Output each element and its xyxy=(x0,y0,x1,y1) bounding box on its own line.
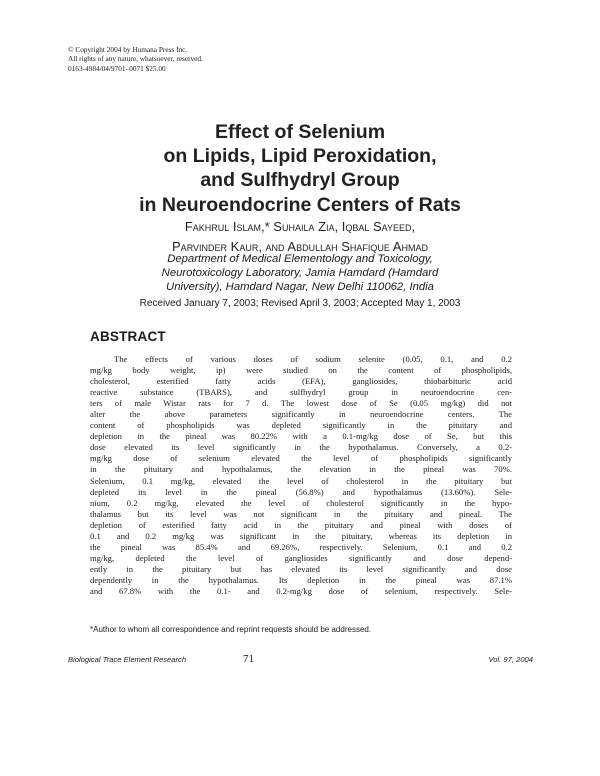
abstract-line: depletion in the pineal was 80.22% with a 0.1-mg/kg dose of Se, but this xyxy=(90,431,512,442)
title-line: in Neuroendocrine Centers of Rats xyxy=(139,193,461,216)
abstract-line: cholesterol, esterified fatty acids (EFA), gangliosides, thiobarbituric acid xyxy=(90,376,512,387)
abstract-line: depletion of esterified fatty acid in the pituitary and pineal with doses of xyxy=(90,519,512,530)
article-title xyxy=(0,120,600,217)
abstract-line: content of phospholipids was depleted significantly in the pituitary and xyxy=(90,420,512,431)
affiliation xyxy=(0,252,600,295)
copyright-line: All rights of any nature, whatsoever, reserved. xyxy=(68,54,203,64)
abstract-line: the pineal was 85.4% and 69.26%, respectively. Selenium, 0.1 and 0.2 xyxy=(90,541,512,552)
abstract-line: thalamus but its level was not significant in the pituitary and pineal. The xyxy=(90,508,512,519)
abstract-line: in the pituitary and hypothalamus, the elevation in the pineal was 70%. xyxy=(90,464,512,475)
abstract-line: depleted its level in the pineal (56.8%) and hypothalamus (13.60%). Sele- xyxy=(90,486,512,497)
copyright-line: © Copyright 2004 by Humana Press Inc. xyxy=(68,45,188,54)
title-line: and Sulfhydryl Group xyxy=(200,169,400,192)
abstract-line: and 67.8% with the 0.1- and 0.2-mg/kg dose of selenium, respectively. Sele- xyxy=(90,585,512,596)
abstract-line: mg/kg, depleted the level of gangliosides significantly and dose depend- xyxy=(90,552,512,563)
abstract-line: 0.1 and 0.2 mg/kg was significant in the pituitary, whereas its depletion in xyxy=(90,530,512,541)
abstract-line: dose elevated its level significantly in the hypothalamus. Conversely, a 0.2- xyxy=(90,442,512,453)
abstract-line: ters of male Wistar rats for 7 d. The lowest dose of Se (0.05 mg/kg) did not xyxy=(90,398,512,409)
abstract-line: dependently in the hypothalamus. Its depletion in the pineal was 87.1% xyxy=(90,574,512,585)
abstract-line: nium, 0.2 mg/kg, elevated the level of cholesterol significantly in the hypo- xyxy=(90,497,512,508)
abstract-line: reactive substance (TBARS), and sulfhydryl group in neuroendocrine cen- xyxy=(90,387,512,398)
page-footer xyxy=(68,653,533,667)
author-line: Parvinder Kaur, and Abdullah Shafique Ahmad xyxy=(172,239,428,254)
title-line: Effect of Selenium xyxy=(214,121,386,143)
abstract-line: mg/kg body weight, ip) were studied on the content of phospholipids, xyxy=(90,365,512,376)
abstract-line: mg/kg dose of selenium elevated the level of phospholipids significantly xyxy=(90,453,512,464)
author-list xyxy=(0,217,600,257)
copyright-line: 0163-4984/04/9701–0071 $25.00 xyxy=(68,63,166,73)
author-line: Fakhrul Islam,* Suhaila Zia, Iqbal Sayeed, xyxy=(184,219,416,234)
title-line: on Lipids, Lipid Peroxidation, xyxy=(163,145,437,168)
abstract-line: alter the above parameters significantly in neuroendocrine centers. The xyxy=(90,409,512,420)
abstract-line: The effects of various doses of sodium selenite (0.05, 0.1, and 0.2 xyxy=(114,354,512,364)
affiliation-line: Neurotoxicology Laboratory, Jamia Hamdard (Hamdard xyxy=(161,267,439,280)
affiliation-line: University), Hamdard Nagar, New Delhi 110062, India xyxy=(166,281,434,294)
correspondence-footnote: *Author to whom all correspondence and reprint requests should be addressed. xyxy=(90,625,372,634)
page-number: 71 xyxy=(243,653,254,665)
journal-name: Biological Trace Element Research xyxy=(68,655,187,664)
received-dates: Received January 7, 2003; Revised April 3, 2003; Accepted May 1, 2003 xyxy=(139,298,461,309)
abstract-line: ently in the pituitary but has elevated its level significantly and dose xyxy=(90,563,512,574)
abstract-body xyxy=(90,354,512,597)
affiliation-line: Department of Medical Elementology and Toxicology, xyxy=(167,253,433,265)
abstract-heading: ABSTRACT xyxy=(90,329,166,344)
copyright-block xyxy=(68,45,203,73)
volume-info: Vol. 97, 2004 xyxy=(488,655,533,664)
abstract-line: Selenium, 0.1 mg/kg, elevated the level of cholesterol in the pituitary but xyxy=(90,475,512,486)
